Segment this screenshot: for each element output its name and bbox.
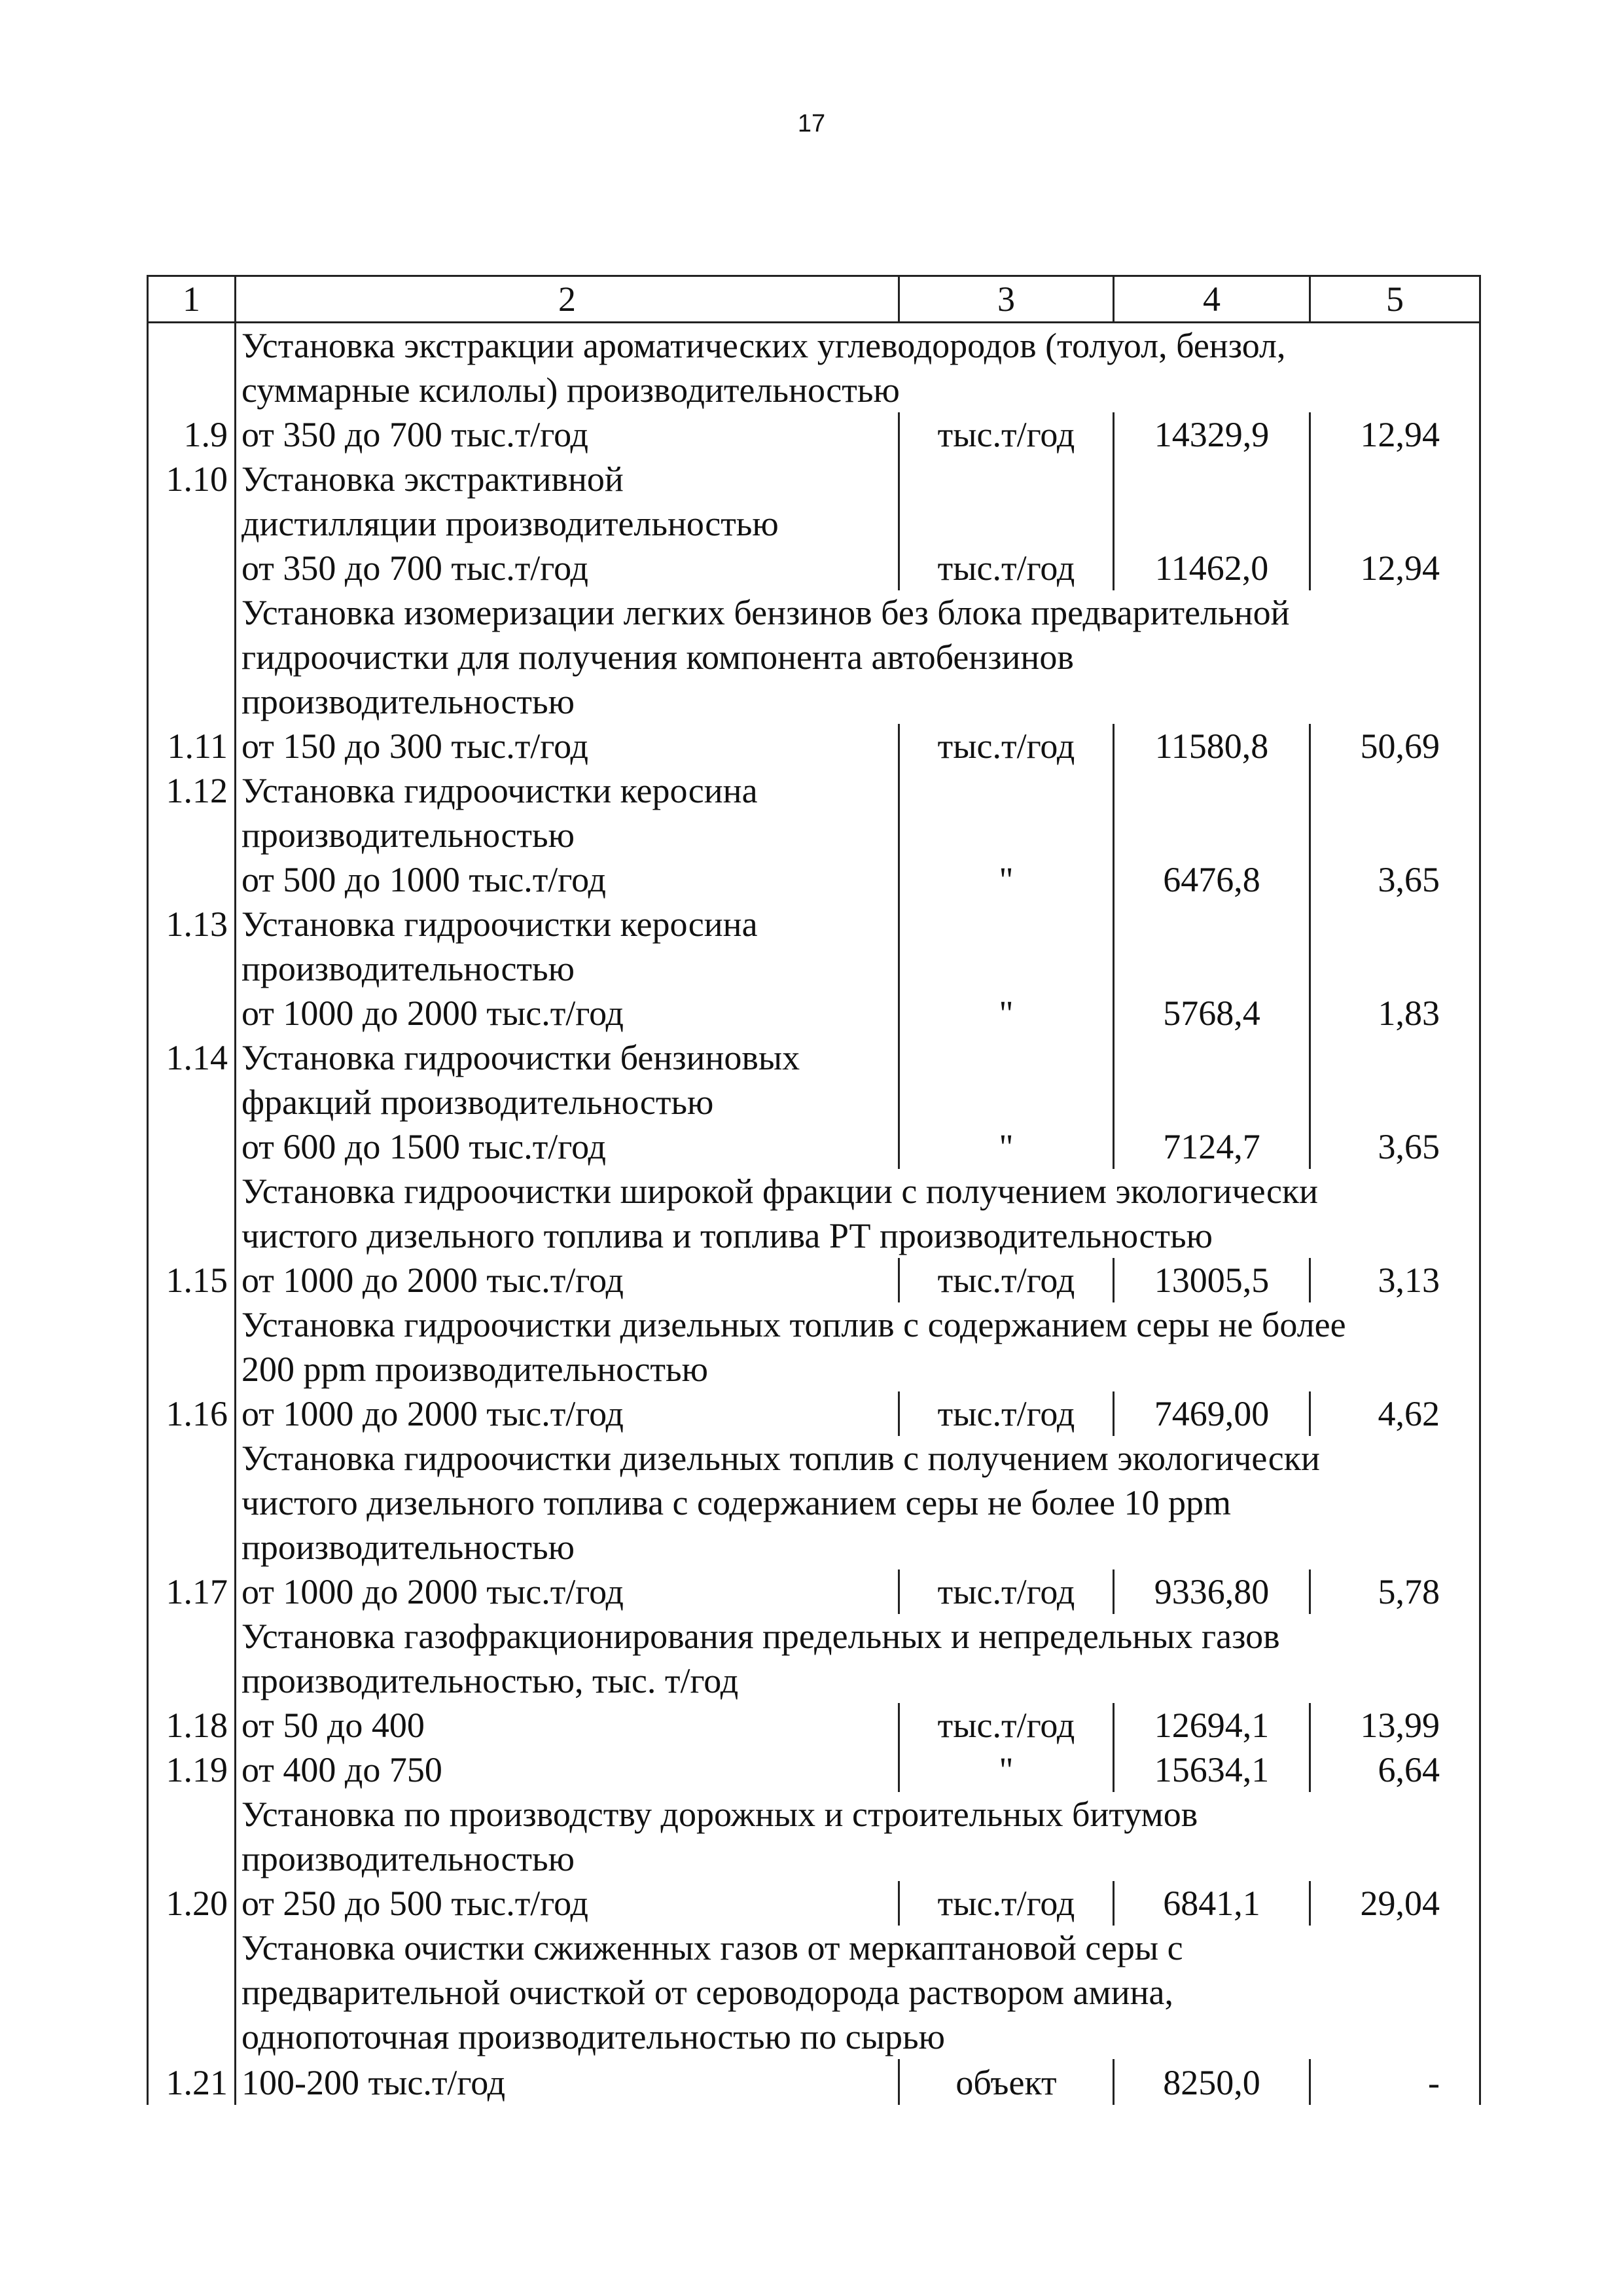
row-unit: тыс.т/год xyxy=(899,1258,1114,1302)
row-value-col4: 12694,1 xyxy=(1114,1703,1310,1748)
row-unit xyxy=(899,457,1114,501)
rates-table xyxy=(147,275,1481,2105)
group-heading-row xyxy=(148,590,1480,635)
group-heading-line: чистого дизельного топлива и топлива РТ производительностью xyxy=(236,1213,1480,1258)
header-row xyxy=(148,276,1480,323)
row-value-col5: 3,13 xyxy=(1310,1258,1480,1302)
row-value-col5 xyxy=(1310,946,1480,991)
row-value-col5: 3,65 xyxy=(1310,857,1480,902)
row-description: от 250 до 500 тыс.т/год xyxy=(236,1881,899,1926)
group-heading-line: Установка очистки сжиженных газов от меркаптановой серы с xyxy=(236,1926,1480,1970)
row-value-col4: 9336,80 xyxy=(1114,1570,1310,1614)
row-unit xyxy=(899,768,1114,813)
row-value-col5: 29,04 xyxy=(1310,1881,1480,1926)
row-number-empty xyxy=(148,1302,236,1347)
row-description: производительностью xyxy=(236,946,899,991)
row-number: 1.20 xyxy=(148,1881,236,1926)
row-unit xyxy=(899,813,1114,857)
row-description: дистилляции производительностью xyxy=(236,501,899,546)
row-number xyxy=(148,813,236,857)
row-number-empty xyxy=(148,323,236,368)
row-number: 1.19 xyxy=(148,1748,236,1792)
column-header-4: 4 xyxy=(1114,276,1310,323)
row-description: от 350 до 700 тыс.т/год xyxy=(236,546,899,590)
row-value-col4 xyxy=(1114,1080,1310,1124)
table-row xyxy=(148,813,1480,857)
row-value-col5 xyxy=(1310,1035,1480,1080)
row-value-col5 xyxy=(1310,457,1480,501)
row-value-col5: 4,62 xyxy=(1310,1391,1480,1436)
table-row xyxy=(148,1035,1480,1080)
group-heading-line: гидроочистки для получения компонента автобензинов xyxy=(236,635,1480,679)
group-heading-row xyxy=(148,2015,1480,2059)
row-number xyxy=(148,857,236,902)
row-value-col5: 3,65 xyxy=(1310,1124,1480,1169)
row-unit xyxy=(899,1035,1114,1080)
row-number-empty xyxy=(148,2015,236,2059)
group-heading-row xyxy=(148,1480,1480,1525)
row-number: 1.10 xyxy=(148,457,236,501)
table-row xyxy=(148,2059,1480,2105)
group-heading-line: производительностью xyxy=(236,679,1480,724)
row-value-col5: 12,94 xyxy=(1310,546,1480,590)
row-value-col4: 7469,00 xyxy=(1114,1391,1310,1436)
row-unit xyxy=(899,902,1114,946)
row-value-col5: 13,99 xyxy=(1310,1703,1480,1748)
row-number-empty xyxy=(148,635,236,679)
group-heading-line: чистого дизельного топлива с содержанием серы не более 10 ppm xyxy=(236,1480,1480,1525)
row-number-empty xyxy=(148,1792,236,1837)
column-header-3: 3 xyxy=(899,276,1114,323)
row-value-col4 xyxy=(1114,768,1310,813)
group-heading-line: суммарные ксилолы) производительностью xyxy=(236,368,1480,412)
group-heading-row xyxy=(148,679,1480,724)
row-number xyxy=(148,546,236,590)
column-header-2: 2 xyxy=(236,276,899,323)
row-description: от 500 до 1000 тыс.т/год xyxy=(236,857,899,902)
group-heading-line: Установка гидроочистки широкой фракции с получением экологически xyxy=(236,1169,1480,1213)
table-body xyxy=(148,323,1480,2106)
row-value-col4: 11462,0 xyxy=(1114,546,1310,590)
row-value-col4: 15634,1 xyxy=(1114,1748,1310,1792)
row-description: от 1000 до 2000 тыс.т/год xyxy=(236,1258,899,1302)
row-unit xyxy=(899,946,1114,991)
row-value-col5: 12,94 xyxy=(1310,412,1480,457)
group-heading-line: однопоточная производительностью по сырью xyxy=(236,2015,1480,2059)
row-description: Установка гидроочистки бензиновых xyxy=(236,1035,899,1080)
row-value-col5: 5,78 xyxy=(1310,1570,1480,1614)
table-row xyxy=(148,1258,1480,1302)
row-value-col4: 11580,8 xyxy=(1114,724,1310,768)
table-row xyxy=(148,768,1480,813)
row-number: 1.21 xyxy=(148,2059,236,2105)
group-heading-line: Установка газофракционирования предельных и непредельных газов xyxy=(236,1614,1480,1659)
row-unit: тыс.т/год xyxy=(899,1703,1114,1748)
column-header-5: 5 xyxy=(1310,276,1480,323)
group-heading-line: Установка гидроочистки дизельных топлив с содержанием серы не более xyxy=(236,1302,1480,1347)
group-heading-row xyxy=(148,1302,1480,1347)
row-number: 1.12 xyxy=(148,768,236,813)
row-number-empty xyxy=(148,1614,236,1659)
table-row xyxy=(148,501,1480,546)
group-heading-row xyxy=(148,1347,1480,1391)
row-number-empty xyxy=(148,1926,236,1970)
column-header-1: 1 xyxy=(148,276,236,323)
row-value-col5 xyxy=(1310,902,1480,946)
row-value-col5: 1,83 xyxy=(1310,991,1480,1035)
group-heading-row xyxy=(148,1837,1480,1881)
table-row xyxy=(148,412,1480,457)
row-number: 1.14 xyxy=(148,1035,236,1080)
table-row xyxy=(148,946,1480,991)
table-row xyxy=(148,857,1480,902)
row-number xyxy=(148,1124,236,1169)
row-number-empty xyxy=(148,1169,236,1213)
group-heading-row xyxy=(148,1169,1480,1213)
row-value-col5 xyxy=(1310,768,1480,813)
group-heading-line: Установка изомеризации легких бензинов без блока предварительной xyxy=(236,590,1480,635)
table-row xyxy=(148,1881,1480,1926)
row-description: 100-200 тыс.т/год xyxy=(236,2059,899,2105)
group-heading-line: 200 ppm производительностью xyxy=(236,1347,1480,1391)
row-number xyxy=(148,991,236,1035)
row-value-col4 xyxy=(1114,501,1310,546)
group-heading-row xyxy=(148,1525,1480,1570)
row-value-col4: 5768,4 xyxy=(1114,991,1310,1035)
row-value-col4: 13005,5 xyxy=(1114,1258,1310,1302)
row-number-empty xyxy=(148,1347,236,1391)
row-unit: тыс.т/год xyxy=(899,1570,1114,1614)
row-number: 1.16 xyxy=(148,1391,236,1436)
group-heading-row xyxy=(148,1792,1480,1837)
row-number-empty xyxy=(148,368,236,412)
table-row xyxy=(148,1570,1480,1614)
row-number: 1.11 xyxy=(148,724,236,768)
row-description: Установка экстрактивной xyxy=(236,457,899,501)
row-number-empty xyxy=(148,1213,236,1258)
row-value-col5 xyxy=(1310,501,1480,546)
group-heading-line: предварительной очисткой от сероводорода раствором амина, xyxy=(236,1970,1480,2015)
row-unit: тыс.т/год xyxy=(899,546,1114,590)
row-value-col4: 7124,7 xyxy=(1114,1124,1310,1169)
row-unit xyxy=(899,501,1114,546)
row-value-col4: 6476,8 xyxy=(1114,857,1310,902)
row-value-col4 xyxy=(1114,813,1310,857)
row-number xyxy=(148,1080,236,1124)
row-number-empty xyxy=(148,1436,236,1480)
row-number: 1.17 xyxy=(148,1570,236,1614)
row-value-col4 xyxy=(1114,902,1310,946)
group-heading-line: производительностью xyxy=(236,1525,1480,1570)
row-description: от 350 до 700 тыс.т/год xyxy=(236,412,899,457)
page-number: 17 xyxy=(797,110,826,137)
row-unit: " xyxy=(899,857,1114,902)
group-heading-row xyxy=(148,1659,1480,1703)
row-number-empty xyxy=(148,1525,236,1570)
row-description: от 600 до 1500 тыс.т/год xyxy=(236,1124,899,1169)
group-heading-line: Установка гидроочистки дизельных топлив с получением экологически xyxy=(236,1436,1480,1480)
group-heading-row xyxy=(148,368,1480,412)
row-number xyxy=(148,946,236,991)
row-unit: " xyxy=(899,1748,1114,1792)
table-row xyxy=(148,457,1480,501)
row-number-empty xyxy=(148,1970,236,2015)
row-value-col4 xyxy=(1114,1035,1310,1080)
row-value-col5 xyxy=(1310,813,1480,857)
row-number-empty xyxy=(148,590,236,635)
row-number-empty xyxy=(148,1480,236,1525)
group-heading-row xyxy=(148,1213,1480,1258)
table-row xyxy=(148,1124,1480,1169)
table-row xyxy=(148,1703,1480,1748)
table-row xyxy=(148,1391,1480,1436)
row-number-empty xyxy=(148,1659,236,1703)
group-heading-row xyxy=(148,323,1480,368)
row-description: Установка гидроочистки керосина xyxy=(236,768,899,813)
row-unit: " xyxy=(899,991,1114,1035)
row-description: от 400 до 750 xyxy=(236,1748,899,1792)
table-row xyxy=(148,1748,1480,1792)
group-heading-row xyxy=(148,1436,1480,1480)
row-number: 1.13 xyxy=(148,902,236,946)
row-value-col4 xyxy=(1114,457,1310,501)
row-number xyxy=(148,501,236,546)
table-row xyxy=(148,902,1480,946)
row-description: от 150 до 300 тыс.т/год xyxy=(236,724,899,768)
row-unit: тыс.т/год xyxy=(899,1881,1114,1926)
group-heading-line: производительностью xyxy=(236,1837,1480,1881)
table-row xyxy=(148,991,1480,1035)
group-heading-row xyxy=(148,1614,1480,1659)
table-row xyxy=(148,724,1480,768)
row-unit xyxy=(899,1080,1114,1124)
group-heading-row xyxy=(148,635,1480,679)
row-number-empty xyxy=(148,679,236,724)
row-description: от 1000 до 2000 тыс.т/год xyxy=(236,991,899,1035)
group-heading-line: производительностью, тыс. т/год xyxy=(236,1659,1480,1703)
row-value-col5: - xyxy=(1310,2059,1480,2105)
group-heading-row xyxy=(148,1970,1480,2015)
row-description: фракций производительностью xyxy=(236,1080,899,1124)
group-heading-row xyxy=(148,1926,1480,1970)
row-description: производительностью xyxy=(236,813,899,857)
row-description: Установка гидроочистки керосина xyxy=(236,902,899,946)
row-number: 1.9 xyxy=(148,412,236,457)
row-value-col5: 50,69 xyxy=(1310,724,1480,768)
row-number-empty xyxy=(148,1837,236,1881)
row-unit: объект xyxy=(899,2059,1114,2105)
group-heading-line: Установка по производству дорожных и строительных битумов xyxy=(236,1792,1480,1837)
row-value-col5 xyxy=(1310,1080,1480,1124)
row-description: от 50 до 400 xyxy=(236,1703,899,1748)
row-unit: тыс.т/год xyxy=(899,1391,1114,1436)
row-number: 1.15 xyxy=(148,1258,236,1302)
row-value-col4 xyxy=(1114,946,1310,991)
table-row xyxy=(148,1080,1480,1124)
table-row xyxy=(148,546,1480,590)
row-unit: " xyxy=(899,1124,1114,1169)
row-value-col4: 14329,9 xyxy=(1114,412,1310,457)
row-value-col4: 6841,1 xyxy=(1114,1881,1310,1926)
row-value-col5: 6,64 xyxy=(1310,1748,1480,1792)
row-value-col4: 8250,0 xyxy=(1114,2059,1310,2105)
row-unit: тыс.т/год xyxy=(899,412,1114,457)
row-number: 1.18 xyxy=(148,1703,236,1748)
row-unit: тыс.т/год xyxy=(899,724,1114,768)
row-description: от 1000 до 2000 тыс.т/год xyxy=(236,1570,899,1614)
group-heading-line: Установка экстракции ароматических углеводородов (толуол, бензол, xyxy=(236,323,1480,368)
row-description: от 1000 до 2000 тыс.т/год xyxy=(236,1391,899,1436)
